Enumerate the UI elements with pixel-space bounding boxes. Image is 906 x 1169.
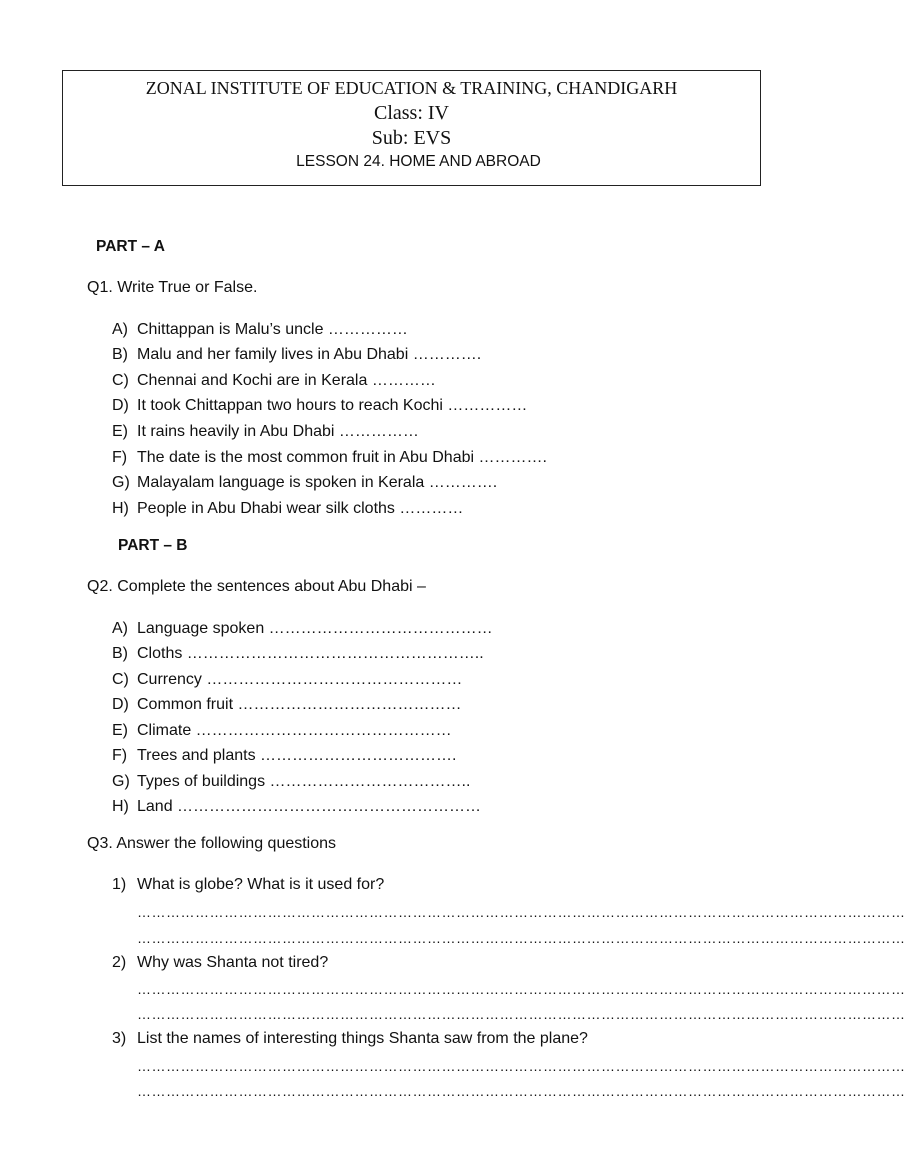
item-label: E) (112, 423, 128, 440)
item-text: Currency ………………………………………… (137, 671, 463, 688)
answer-line[interactable]: …………………………………………………………………………………………………………………………………………… (137, 930, 906, 946)
item-text: Trees and plants ………………………………. (137, 747, 457, 764)
item-text: The date is the most common fruit in Abu Dhabi …………. (137, 449, 547, 466)
item-text: What is globe? What is it used for? (137, 876, 385, 893)
answer-line[interactable]: …………………………………………………………………………………………………………………………………………… (137, 1083, 906, 1099)
item-label: H) (112, 798, 129, 815)
item-text: Types of buildings ……………………………….. (137, 773, 471, 790)
item-label: G) (112, 474, 130, 491)
item-label: 3) (112, 1030, 127, 1047)
q1-question: Q1. Write True or False. (87, 279, 258, 296)
item-label: A) (112, 321, 128, 338)
item-label: 1) (112, 876, 127, 893)
item-label: 2) (112, 954, 127, 971)
item-label: A) (112, 620, 128, 637)
item-text: List the names of interesting things Shanta saw from the plane? (137, 1030, 588, 1047)
item-text: Common fruit …………………………………… (137, 696, 462, 713)
item-label: E) (112, 722, 128, 739)
q2-question: Q2. Complete the sentences about Abu Dhabi – (87, 578, 426, 595)
item-label: B) (112, 346, 128, 363)
answer-line[interactable]: …………………………………………………………………………………………………………………………………………… (137, 1058, 906, 1074)
header-box (62, 70, 761, 186)
item-text: Climate ………………………………………… (137, 722, 452, 739)
item-text: Chittappan is Malu’s uncle …………… (137, 321, 408, 338)
answer-line[interactable]: …………………………………………………………………………………………………………………………………………… (137, 904, 906, 920)
answer-line[interactable]: …………………………………………………………………………………………………………………………………………… (137, 1006, 906, 1022)
subject-label: Sub: EVS (371, 127, 452, 149)
q3-question: Q3. Answer the following questions (87, 835, 337, 852)
item-label: F) (112, 747, 128, 764)
item-text: It rains heavily in Abu Dhabi …………… (137, 423, 419, 440)
item-text: It took Chittappan two hours to reach Kochi …………… (137, 397, 528, 414)
item-label: F) (112, 449, 128, 466)
item-label: D) (112, 696, 129, 713)
answer-line[interactable]: …………………………………………………………………………………………………………………………………………… (137, 981, 906, 997)
item-text: Cloths ……………………………………………….. (137, 645, 484, 662)
item-label: H) (112, 500, 129, 517)
item-text: Malayalam language is spoken in Kerala …………. (137, 474, 498, 491)
item-text: Chennai and Kochi are in Kerala ………… (137, 372, 436, 389)
item-text: Land ………………………………………………… (137, 798, 482, 815)
part-a-title: PART – A (96, 238, 165, 255)
item-label: D) (112, 397, 129, 414)
item-text: People in Abu Dhabi wear silk cloths ………… (137, 500, 464, 517)
class-label: Class: IV (374, 102, 449, 124)
item-text: Language spoken …………………………………… (137, 620, 493, 637)
item-text: Why was Shanta not tired? (137, 954, 329, 971)
part-b-title: PART – B (118, 537, 188, 554)
item-label: C) (112, 671, 129, 688)
item-label: G) (112, 773, 130, 790)
item-label: B) (112, 645, 128, 662)
institute-name: ZONAL INSTITUTE OF EDUCATION & TRAINING, CHANDIGARH (145, 78, 678, 98)
item-label: C) (112, 372, 129, 389)
item-text: Malu and her family lives in Abu Dhabi …………. (137, 346, 482, 363)
lesson-title: LESSON 24. HOME AND ABROAD (296, 153, 541, 170)
